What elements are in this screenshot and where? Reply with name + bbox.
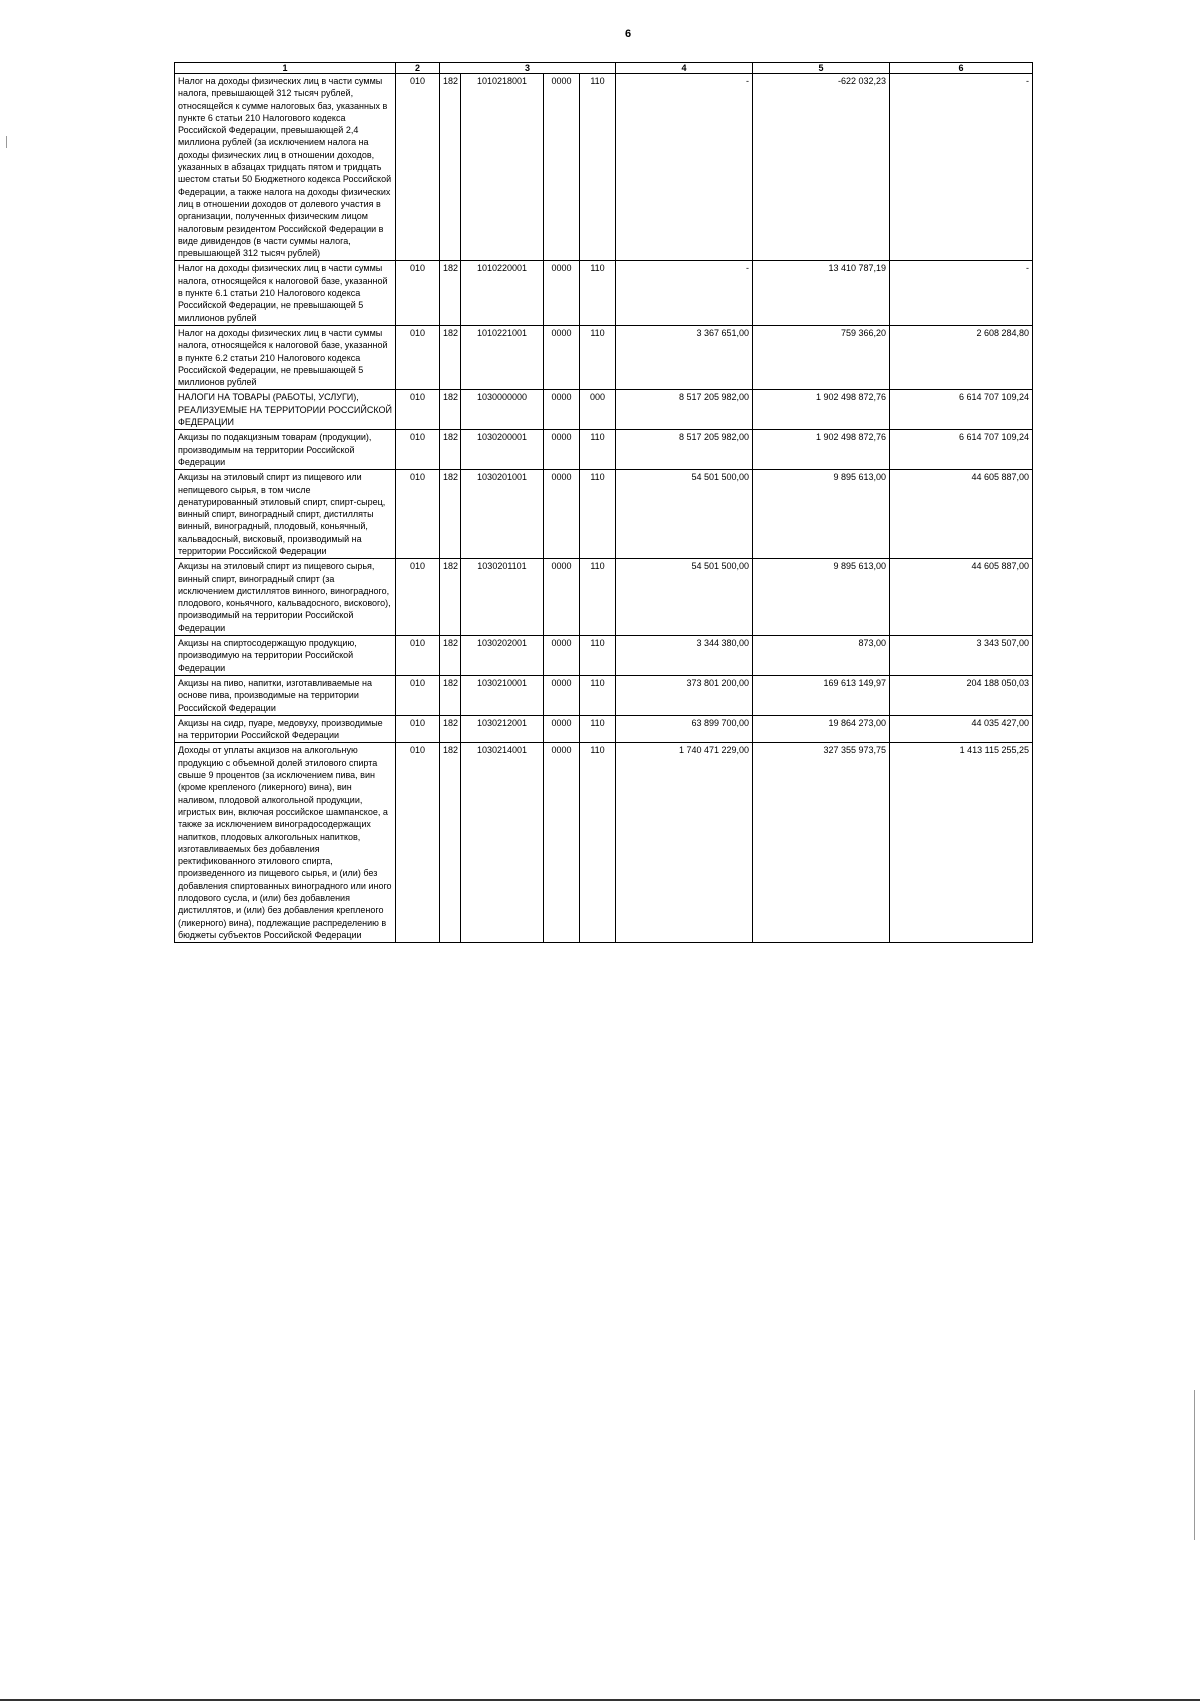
row-kbk-code: 1030201001 — [461, 470, 544, 559]
scan-mark — [6, 136, 7, 148]
header-col-1: 1 — [175, 63, 396, 74]
table-row — [175, 261, 1033, 325]
row-approved-amount: 8 517 205 982,00 — [616, 430, 753, 470]
row-name: НАЛОГИ НА ТОВАРЫ (РАБОТЫ, УСЛУГИ), РЕАЛИЗУЕМЫЕ НА ТЕРРИТОРИИ РОССИЙСКОЙ ФЕДЕРАЦИИ — [175, 390, 396, 430]
row-unexecuted-amount: 44 035 427,00 — [890, 715, 1033, 743]
row-unexecuted-amount: 6 614 707 109,24 — [890, 390, 1033, 430]
row-kbk-code: 1030201101 — [461, 559, 544, 636]
row-kbk-code: 1030202001 — [461, 636, 544, 676]
header-col-4: 4 — [616, 63, 753, 74]
table-row — [175, 743, 1033, 943]
table-header-row — [175, 63, 1033, 74]
table-row — [175, 675, 1033, 715]
table-body — [175, 74, 1033, 943]
row-executed-amount: 13 410 787,19 — [753, 261, 890, 325]
row-admin-code: 010 — [396, 261, 440, 325]
row-approved-amount: 1 740 471 229,00 — [616, 743, 753, 943]
row-unexecuted-amount: 3 343 507,00 — [890, 636, 1033, 676]
revenue-table — [174, 62, 1033, 943]
row-kosgu-code: 110 — [580, 470, 616, 559]
row-unexecuted-amount: 6 614 707 109,24 — [890, 430, 1033, 470]
row-name: Акцизы на этиловый спирт из пищевого или непищевого сырья, в том числе денатурированный этиловый спирт, спирт-сырец, винный спирт, виноградный спирт, дистилляты винный, виноградный, плодовый, коньячный, кальвадосный, висковый, производимый на территории Российской Федерации — [175, 470, 396, 559]
row-chapter-code: 182 — [440, 390, 461, 430]
row-name: Акцизы на этиловый спирт из пищевого сырья, винный спирт, виноградный спирт (за исключением дистиллятов винного, виноградного, плодового, коньячного, кальвадосного, вискового), производимый на территории Российской Федерации — [175, 559, 396, 636]
row-executed-amount: 9 895 613,00 — [753, 470, 890, 559]
row-sub-code: 0000 — [544, 743, 580, 943]
row-name: Налог на доходы физических лиц в части суммы налога, относящейся к налоговой базе, указанной в пункте 6.2 статьи 210 Налогового кодекса Российской Федерации, не превышающей 5 миллионов рублей — [175, 325, 396, 389]
row-admin-code: 010 — [396, 715, 440, 743]
header-col-3: 3 — [440, 63, 616, 74]
row-approved-amount: 3 344 380,00 — [616, 636, 753, 676]
row-kosgu-code: 110 — [580, 74, 616, 261]
row-chapter-code: 182 — [440, 261, 461, 325]
row-kbk-code: 1030214001 — [461, 743, 544, 943]
row-sub-code: 0000 — [544, 715, 580, 743]
row-unexecuted-amount: 1 413 115 255,25 — [890, 743, 1033, 943]
row-kbk-code: 1030212001 — [461, 715, 544, 743]
row-unexecuted-amount: 44 605 887,00 — [890, 559, 1033, 636]
row-kosgu-code: 110 — [580, 261, 616, 325]
row-kbk-code: 1010218001 — [461, 74, 544, 261]
row-name: Акцизы по подакцизным товарам (продукции), производимым на территории Российской Федерации — [175, 430, 396, 470]
row-chapter-code: 182 — [440, 559, 461, 636]
row-name: Налог на доходы физических лиц в части суммы налога, превышающей 312 тысяч рублей, относящейся к сумме налоговых баз, указанных в пункте 6 статьи 210 Налогового кодекса Российской Федерации, превышающей 2,4 миллиона рублей (за исключением налога на доходы физических лиц в отношении доходов, указанных в абзацах тридцать пятом и тридцать шестом статьи 50 Бюджетного кодекса Российской Федерации, а также налога на доходы физических лиц в отношении доходов от долевого участия в организации, полученных физическим лицом налоговым резидентом Российской Федерации в виде дивидендов (в части суммы налога, превышающей 312 тысяч рублей) — [175, 74, 396, 261]
row-approved-amount: - — [616, 261, 753, 325]
row-admin-code: 010 — [396, 559, 440, 636]
row-chapter-code: 182 — [440, 636, 461, 676]
row-admin-code: 010 — [396, 430, 440, 470]
table-row — [175, 559, 1033, 636]
row-sub-code: 0000 — [544, 470, 580, 559]
row-executed-amount: 9 895 613,00 — [753, 559, 890, 636]
row-kosgu-code: 110 — [580, 430, 616, 470]
table-row — [175, 430, 1033, 470]
header-col-2: 2 — [396, 63, 440, 74]
row-unexecuted-amount: 44 605 887,00 — [890, 470, 1033, 559]
row-admin-code: 010 — [396, 390, 440, 430]
row-chapter-code: 182 — [440, 715, 461, 743]
row-approved-amount: 373 801 200,00 — [616, 675, 753, 715]
row-kosgu-code: 110 — [580, 715, 616, 743]
row-unexecuted-amount: 204 188 050,03 — [890, 675, 1033, 715]
row-name: Доходы от уплаты акцизов на алкогольную продукцию с объемной долей этилового спирта свыше 9 процентов (за исключением пива, вин (кроме крепленого (ликерного) вина), вин наливом, плодовой алкогольной продукции, игристых вин, включая российское шампанское, а также за исключением виноградосодержащих напитков, плодовых алкогольных напитков, изготавливаемых без добавления ректификованного этилового спирта, произведенного из пищевого сырья, и (или) без добавления спиртованных виноградного или иного плодового сусла, и (или) без добавления дистиллятов, и (или) без добавления крепленого (ликерного) вина), подлежащие распределению в бюджеты субъектов Российской Федерации — [175, 743, 396, 943]
row-executed-amount: 19 864 273,00 — [753, 715, 890, 743]
table-row — [175, 636, 1033, 676]
row-chapter-code: 182 — [440, 430, 461, 470]
row-chapter-code: 182 — [440, 743, 461, 943]
row-approved-amount: 54 501 500,00 — [616, 470, 753, 559]
row-approved-amount: 8 517 205 982,00 — [616, 390, 753, 430]
row-admin-code: 010 — [396, 636, 440, 676]
row-name: Налог на доходы физических лиц в части суммы налога, относящейся к налоговой базе, указанной в пункте 6.1 статьи 210 Налогового кодекса Российской Федерации, не превышающей 5 миллионов рублей — [175, 261, 396, 325]
row-approved-amount: 54 501 500,00 — [616, 559, 753, 636]
row-kbk-code: 1030210001 — [461, 675, 544, 715]
table-row — [175, 325, 1033, 389]
table-row — [175, 715, 1033, 743]
row-admin-code: 010 — [396, 743, 440, 943]
table-row — [175, 74, 1033, 261]
row-executed-amount: 327 355 973,75 — [753, 743, 890, 943]
row-kosgu-code: 000 — [580, 390, 616, 430]
row-chapter-code: 182 — [440, 470, 461, 559]
row-executed-amount: 1 902 498 872,76 — [753, 390, 890, 430]
row-kbk-code: 1030200001 — [461, 430, 544, 470]
row-chapter-code: 182 — [440, 675, 461, 715]
page-bottom-rule — [0, 1699, 1200, 1701]
row-admin-code: 010 — [396, 675, 440, 715]
header-col-6: 6 — [890, 63, 1033, 74]
row-kbk-code: 1010221001 — [461, 325, 544, 389]
row-admin-code: 010 — [396, 470, 440, 559]
row-name: Акцизы на спиртосодержащую продукцию, производимую на территории Российской Федерации — [175, 636, 396, 676]
row-kosgu-code: 110 — [580, 636, 616, 676]
row-sub-code: 0000 — [544, 74, 580, 261]
row-chapter-code: 182 — [440, 325, 461, 389]
row-approved-amount: - — [616, 74, 753, 261]
header-col-5: 5 — [753, 63, 890, 74]
row-executed-amount: 873,00 — [753, 636, 890, 676]
row-kosgu-code: 110 — [580, 559, 616, 636]
row-sub-code: 0000 — [544, 325, 580, 389]
row-sub-code: 0000 — [544, 559, 580, 636]
row-executed-amount: 1 902 498 872,76 — [753, 430, 890, 470]
row-sub-code: 0000 — [544, 675, 580, 715]
row-unexecuted-amount: - — [890, 261, 1033, 325]
row-kbk-code: 1030000000 — [461, 390, 544, 430]
table-row — [175, 390, 1033, 430]
row-sub-code: 0000 — [544, 636, 580, 676]
row-kbk-code: 1010220001 — [461, 261, 544, 325]
row-executed-amount: 169 613 149,97 — [753, 675, 890, 715]
row-chapter-code: 182 — [440, 74, 461, 261]
row-kosgu-code: 110 — [580, 675, 616, 715]
row-approved-amount: 3 367 651,00 — [616, 325, 753, 389]
page-number: 6 — [624, 28, 632, 40]
row-admin-code: 010 — [396, 74, 440, 261]
row-kosgu-code: 110 — [580, 325, 616, 389]
row-unexecuted-amount: 2 608 284,80 — [890, 325, 1033, 389]
row-executed-amount: 759 366,20 — [753, 325, 890, 389]
row-unexecuted-amount: - — [890, 74, 1033, 261]
row-admin-code: 010 — [396, 325, 440, 389]
row-name: Акцизы на сидр, пуаре, медовуху, производимые на территории Российской Федерации — [175, 715, 396, 743]
scan-mark — [1194, 1390, 1195, 1540]
row-approved-amount: 63 899 700,00 — [616, 715, 753, 743]
row-sub-code: 0000 — [544, 390, 580, 430]
row-kosgu-code: 110 — [580, 743, 616, 943]
table-row — [175, 470, 1033, 559]
row-name: Акцизы на пиво, напитки, изготавливаемые на основе пива, производимые на территории Российской Федерации — [175, 675, 396, 715]
row-sub-code: 0000 — [544, 261, 580, 325]
row-executed-amount: -622 032,23 — [753, 74, 890, 261]
row-sub-code: 0000 — [544, 430, 580, 470]
